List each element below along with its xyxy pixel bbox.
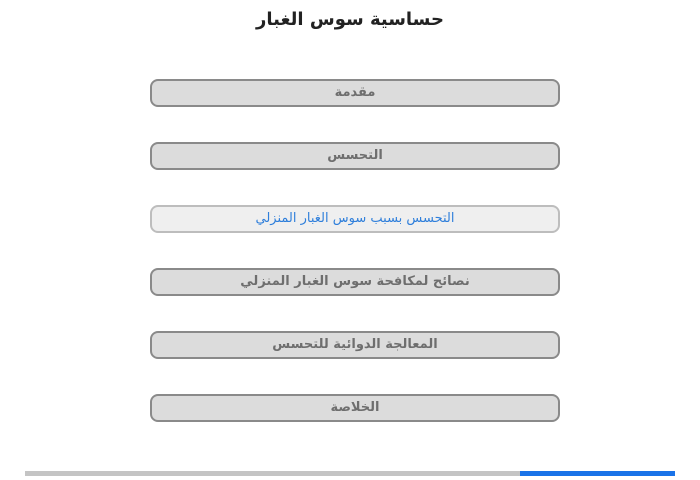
page-title: حساسية سوس الغبار (256, 9, 444, 30)
menu-item-dust-mite-allergy[interactable]: التحسس بسبب سوس الغبار المنزلي (150, 205, 560, 233)
menu-item-drug-treatment[interactable]: المعالجة الدوائية للتحسس (150, 331, 560, 359)
menu-item-conclusion[interactable]: الخلاصة (150, 394, 560, 422)
navigation-menu (150, 79, 560, 457)
progress-bar-fill (520, 471, 675, 476)
progress-bar (25, 471, 675, 476)
menu-item-dust-mite-control-tips[interactable]: نصائح لمكافحة سوس الغبار المنزلي (150, 268, 560, 296)
menu-item-introduction[interactable]: مقدمة (150, 79, 560, 107)
menu-item-allergy[interactable]: التحسس (150, 142, 560, 170)
